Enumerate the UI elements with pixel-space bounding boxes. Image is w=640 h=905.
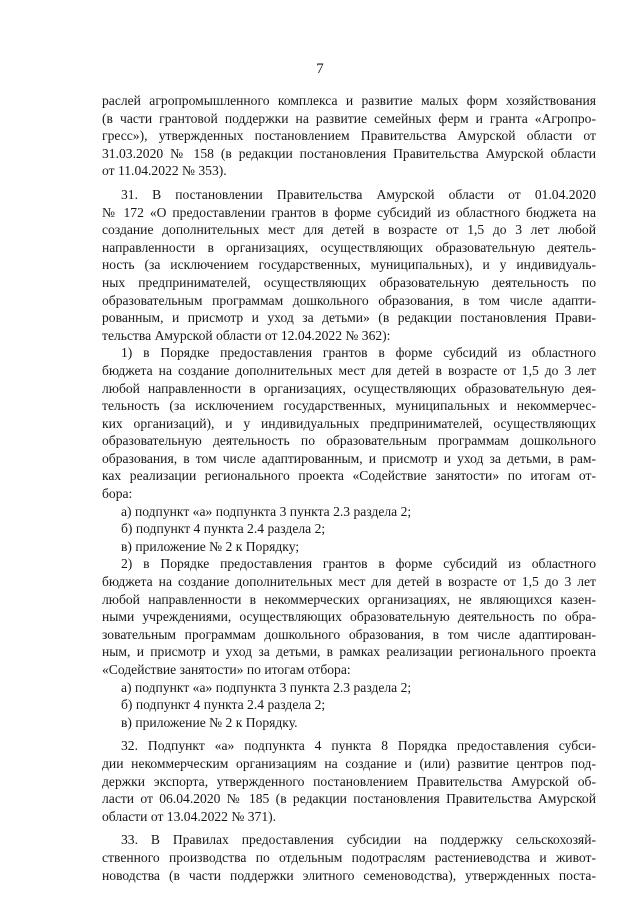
text-line: от 11.04.2022 № 353). — [102, 163, 227, 179]
text-line: образовательную деятельность по образовательным программам дошкольного — [102, 433, 596, 449]
text-line: ным, и присмотр и уход за детьми, в рамках реализации регионального проекта — [102, 644, 596, 660]
text-line: (в части грантовой поддержки на развитие семейных ферм и гранта «Агропро- — [102, 110, 596, 126]
text-line: 32. Подпункт «а» подпункта 4 пункта 8 Порядка предоставления субси- — [121, 738, 596, 754]
text-line: гресс»), утвержденных постановлением Правительства Амурской области от — [102, 128, 596, 144]
text-line: 2) в Порядке предоставления грантов в форме субсидий из областного — [121, 556, 596, 572]
text-line: 33. В Правилах предоставления субсидии на поддержку сельскохозяй- — [121, 832, 596, 848]
text-line: «Содействие занятости» по итогам отбора: — [102, 662, 351, 677]
text-line: ласти от 06.04.2020 № 185 (в редакции постановления Правительства Амурской — [102, 791, 596, 807]
text-line: области от 13.04.2022 № 371). — [102, 808, 277, 824]
text-line: образования, в том числе адаптированным, и присмотр и уход за детьми, в рам- — [102, 450, 596, 466]
text-line: 1) в Порядке предоставления грантов в форме субсидий из областного — [121, 345, 596, 361]
text-line: в) приложение № 2 к Порядку; — [121, 538, 300, 554]
text-line: тельность (за исключением государственных, муниципальных и некоммерчес- — [102, 398, 596, 414]
text-line: направленности в организациях, осуществляющих образовательную деятель- — [102, 239, 596, 255]
text-line: № 172 «О предоставлении грантов в форме субсидий из областного бюджета на — [102, 204, 596, 220]
text-line: а) подпункт «а» подпункта 3 пункта 2.3 раздела 2; — [121, 503, 412, 519]
text-line: ных предпринимателей, осуществляющих образовательную деятельность по — [102, 274, 596, 290]
text-line: ках реализации регионального проекта «Содействие занятости» по итогам от- — [102, 468, 596, 484]
document-body — [102, 92, 596, 884]
text-line: образовательным программам дошкольного образования, в том числе адапти- — [102, 292, 596, 308]
text-line: новодства (в части поддержки элитного семеноводства), утвержденных поста- — [102, 867, 596, 883]
text-line: бюджета на создание дополнительных мест для детей в возрасте от 1,5 до 3 лет — [102, 574, 596, 590]
text-line: зовательным программам дошкольного образования, в том числе адаптирован- — [102, 626, 596, 642]
text-line: создание дополнительных мест для детей в возрасте от 1,5 до 3 лет любой — [102, 222, 596, 238]
text-line: рованным, и присмотр и уход за детьми» (в редакции постановления Прави- — [102, 310, 596, 326]
text-line: 31. В постановлении Правительства Амурской области от 01.04.2020 — [121, 186, 596, 202]
text-line: бора: — [102, 486, 133, 502]
text-line: любой направленности в некоммерческих организациях, не являющихся казен- — [102, 591, 596, 607]
page-number: 7 — [316, 61, 324, 77]
text-line: в) приложение № 2 к Порядку. — [121, 714, 298, 730]
text-line: дии некоммерческим организациям на создание и (или) развитие центров под- — [102, 755, 596, 771]
text-line: держки экспорта, утвержденного постановлением Правительства Амурской об- — [102, 773, 596, 789]
text-line: ными учреждениями, осуществляющих образовательную деятельность по обра- — [102, 609, 596, 625]
text-line: тельства Амурской области от 12.04.2022 № 362): — [102, 327, 391, 343]
text-line: б) подпункт 4 пункта 2.4 раздела 2; — [121, 521, 326, 537]
text-line: раслей агропромышленного комплекса и развитие малых форм хозяйствования — [102, 93, 596, 108]
text-line: б) подпункт 4 пункта 2.4 раздела 2; — [121, 697, 326, 713]
text-line: бюджета на создание дополнительных мест для детей в возрасте от 1,5 до 3 лет — [102, 362, 596, 378]
text-line: ких организаций), и у индивидуальных предпринимателей, осуществляющих — [102, 415, 596, 431]
text-line: а) подпункт «а» подпункта 3 пункта 2.3 раздела 2; — [121, 679, 412, 695]
text-line: любой направленности в организациях, осуществляющих образовательную дея- — [102, 380, 596, 396]
text-line: ственного производства по отдельным подотраслям растениеводства и живот- — [102, 849, 596, 865]
text-line: ность (за исключением государственных, муниципальных), и у индивидуаль- — [102, 257, 596, 273]
text-line: 31.03.2020 № 158 (в редакции постановления Правительства Амурской области — [102, 145, 596, 161]
